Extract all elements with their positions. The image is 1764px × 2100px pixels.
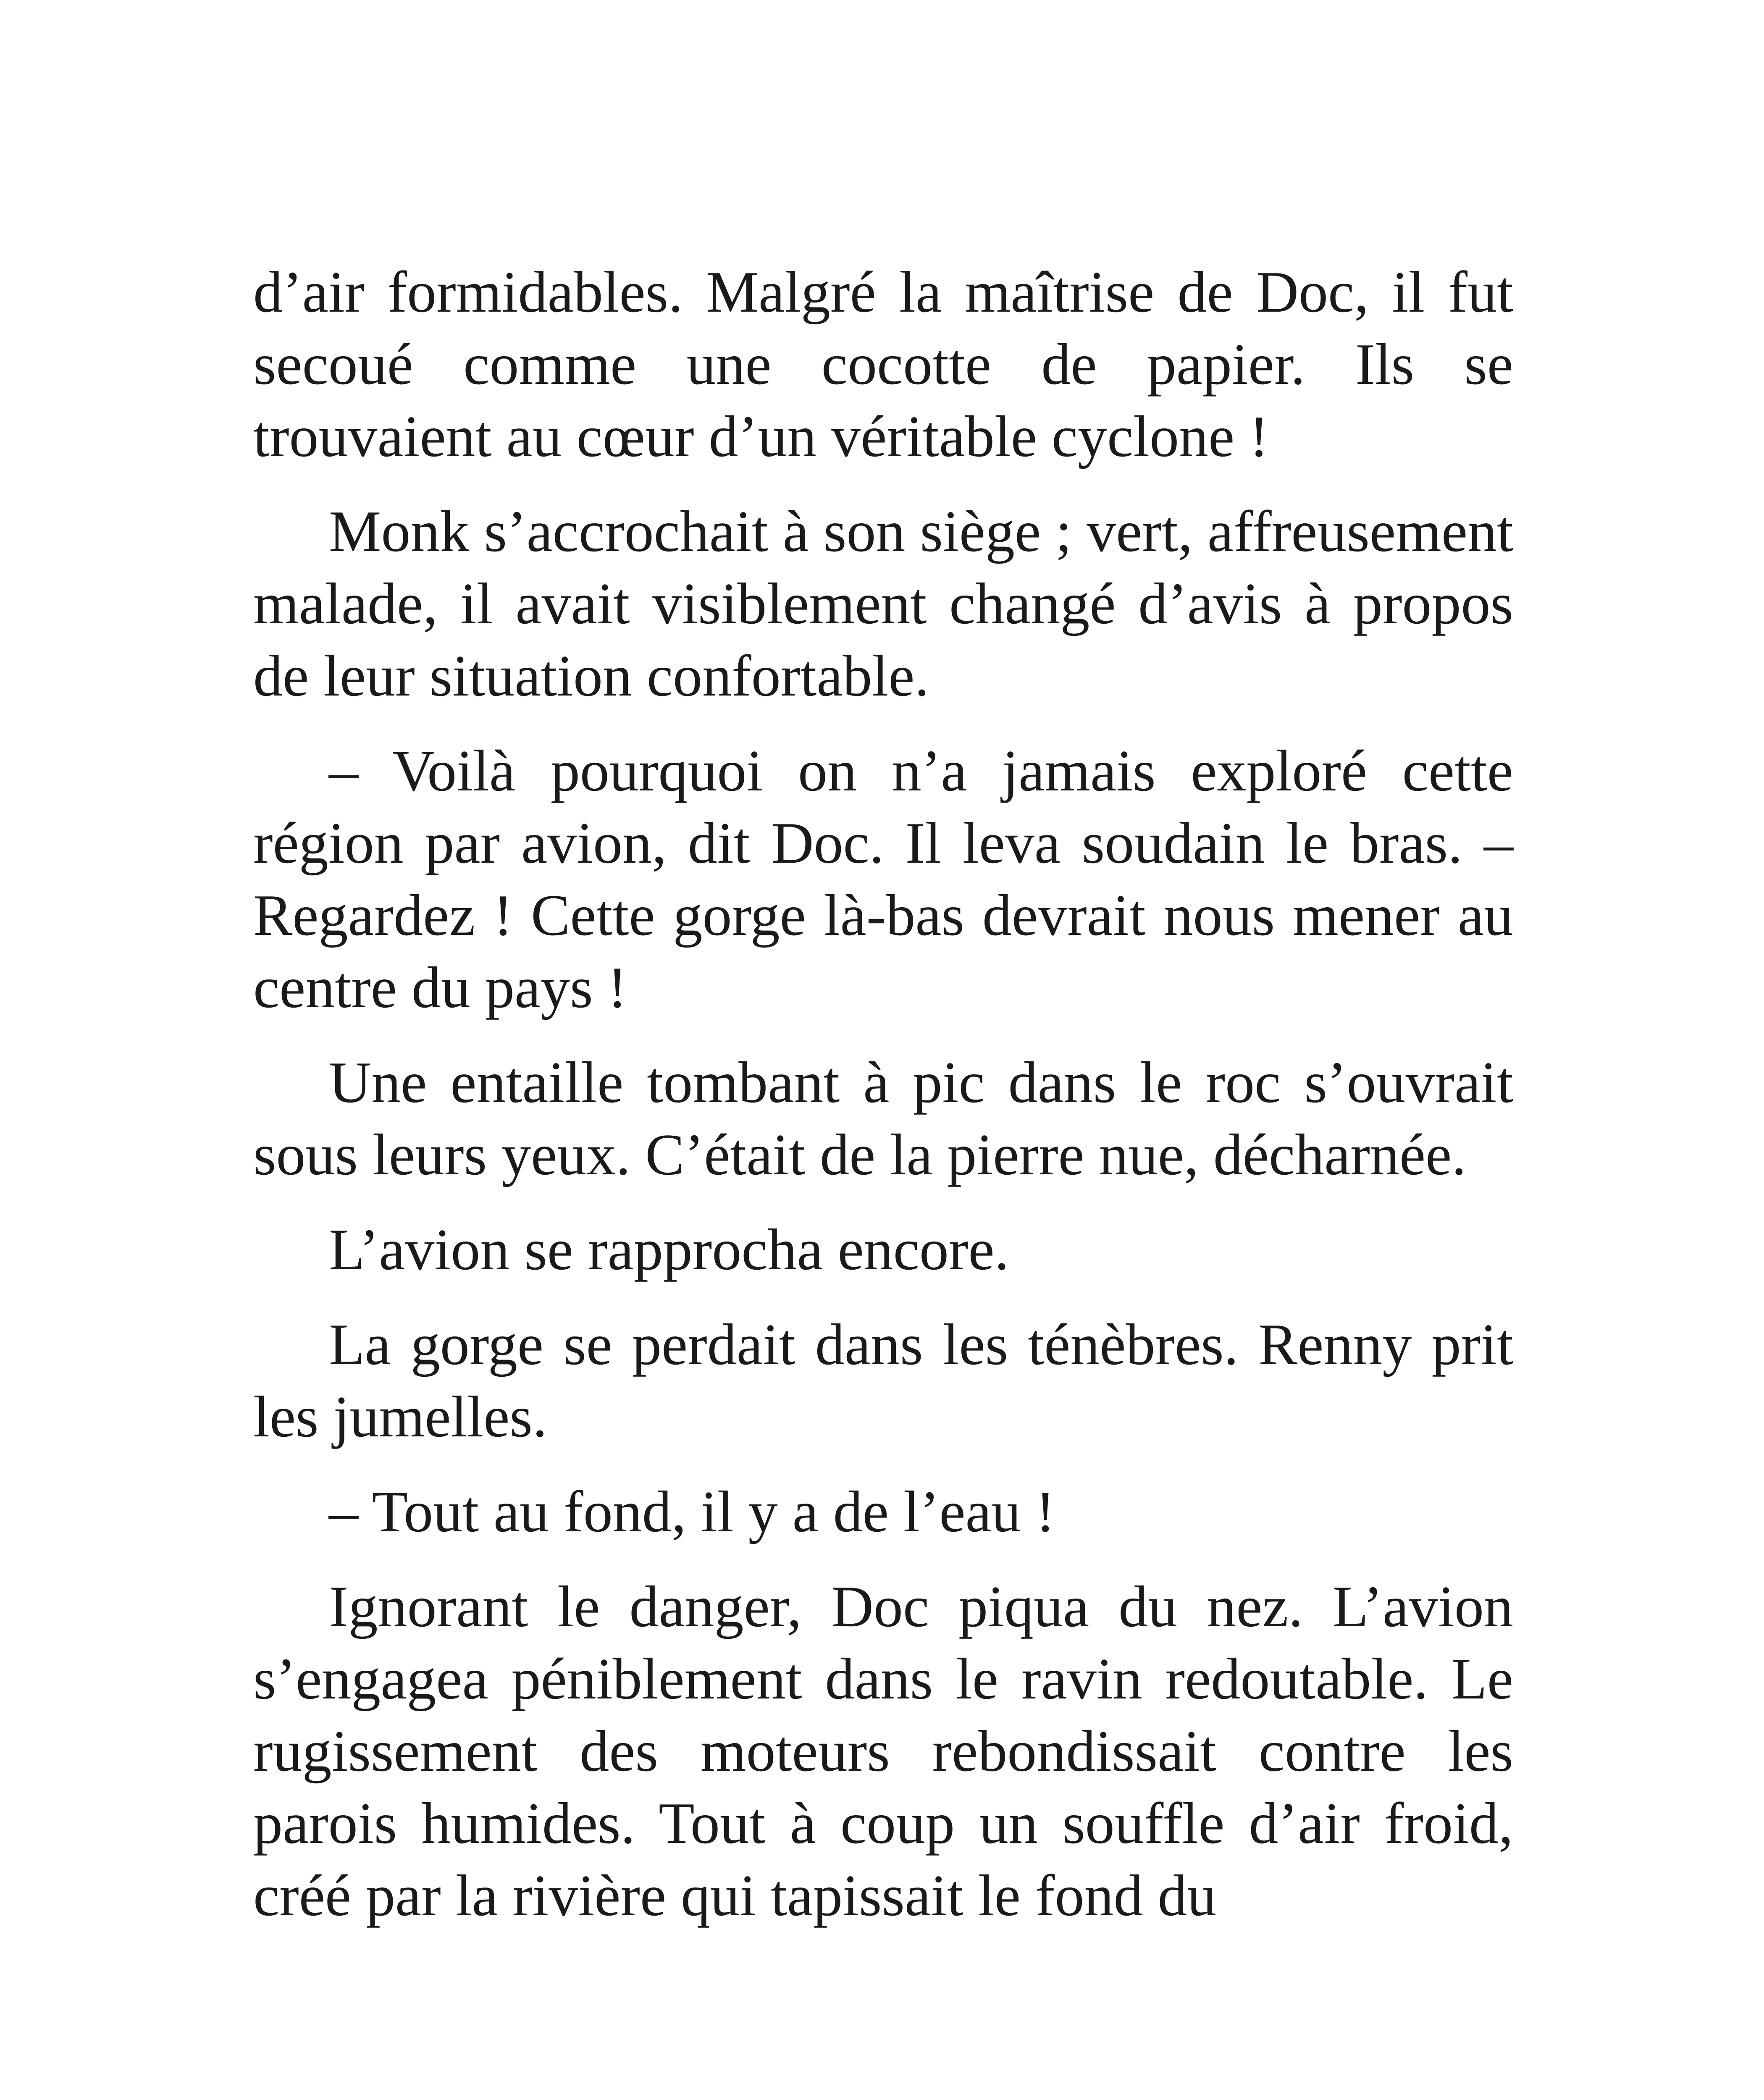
paragraph-6: La gorge se perdait dans les ténèbres. Renny prit les jumelles. <box>253 1312 1513 1449</box>
paragraph-2: Monk s’accrochait à son siège ; vert, affreusement malade, il avait visiblement changé d’avis à propos de leur situation confortable. <box>253 499 1513 709</box>
paragraph-7: – Tout au fond, il y a de l’eau ! <box>329 1479 1055 1544</box>
paragraph-8: Ignorant le danger, Doc piqua du nez. L’avion s’engagea péniblement dans le ravin redoutable. Le rugissement des moteurs rebondissait contre les parois humides. Tout à coup un souffle d’air froid, créé par la rivière qui tapissait le fond du <box>253 1574 1513 1928</box>
paragraph-5: L’avion se rapprocha encore. <box>329 1217 1009 1282</box>
page-text-block <box>253 256 1513 1955</box>
paragraph-1: d’air formidables. Malgré la maîtrise de Doc, il fut secoué comme une cocotte de papier. Ils se trouvaient au cœur d’un véritable cyclone ! <box>253 260 1513 469</box>
paragraph-4: Une entaille tombant à pic dans le roc s’ouvrait sous leurs yeux. C’était de la pierre nue, décharnée. <box>253 1050 1513 1187</box>
paragraph-3: – Voilà pourquoi on n’a jamais exploré cette région par avion, dit Doc. Il leva soudain le bras. – Regardez ! Cette gorge là-bas devrait nous mener au centre du pays ! <box>253 738 1513 1020</box>
